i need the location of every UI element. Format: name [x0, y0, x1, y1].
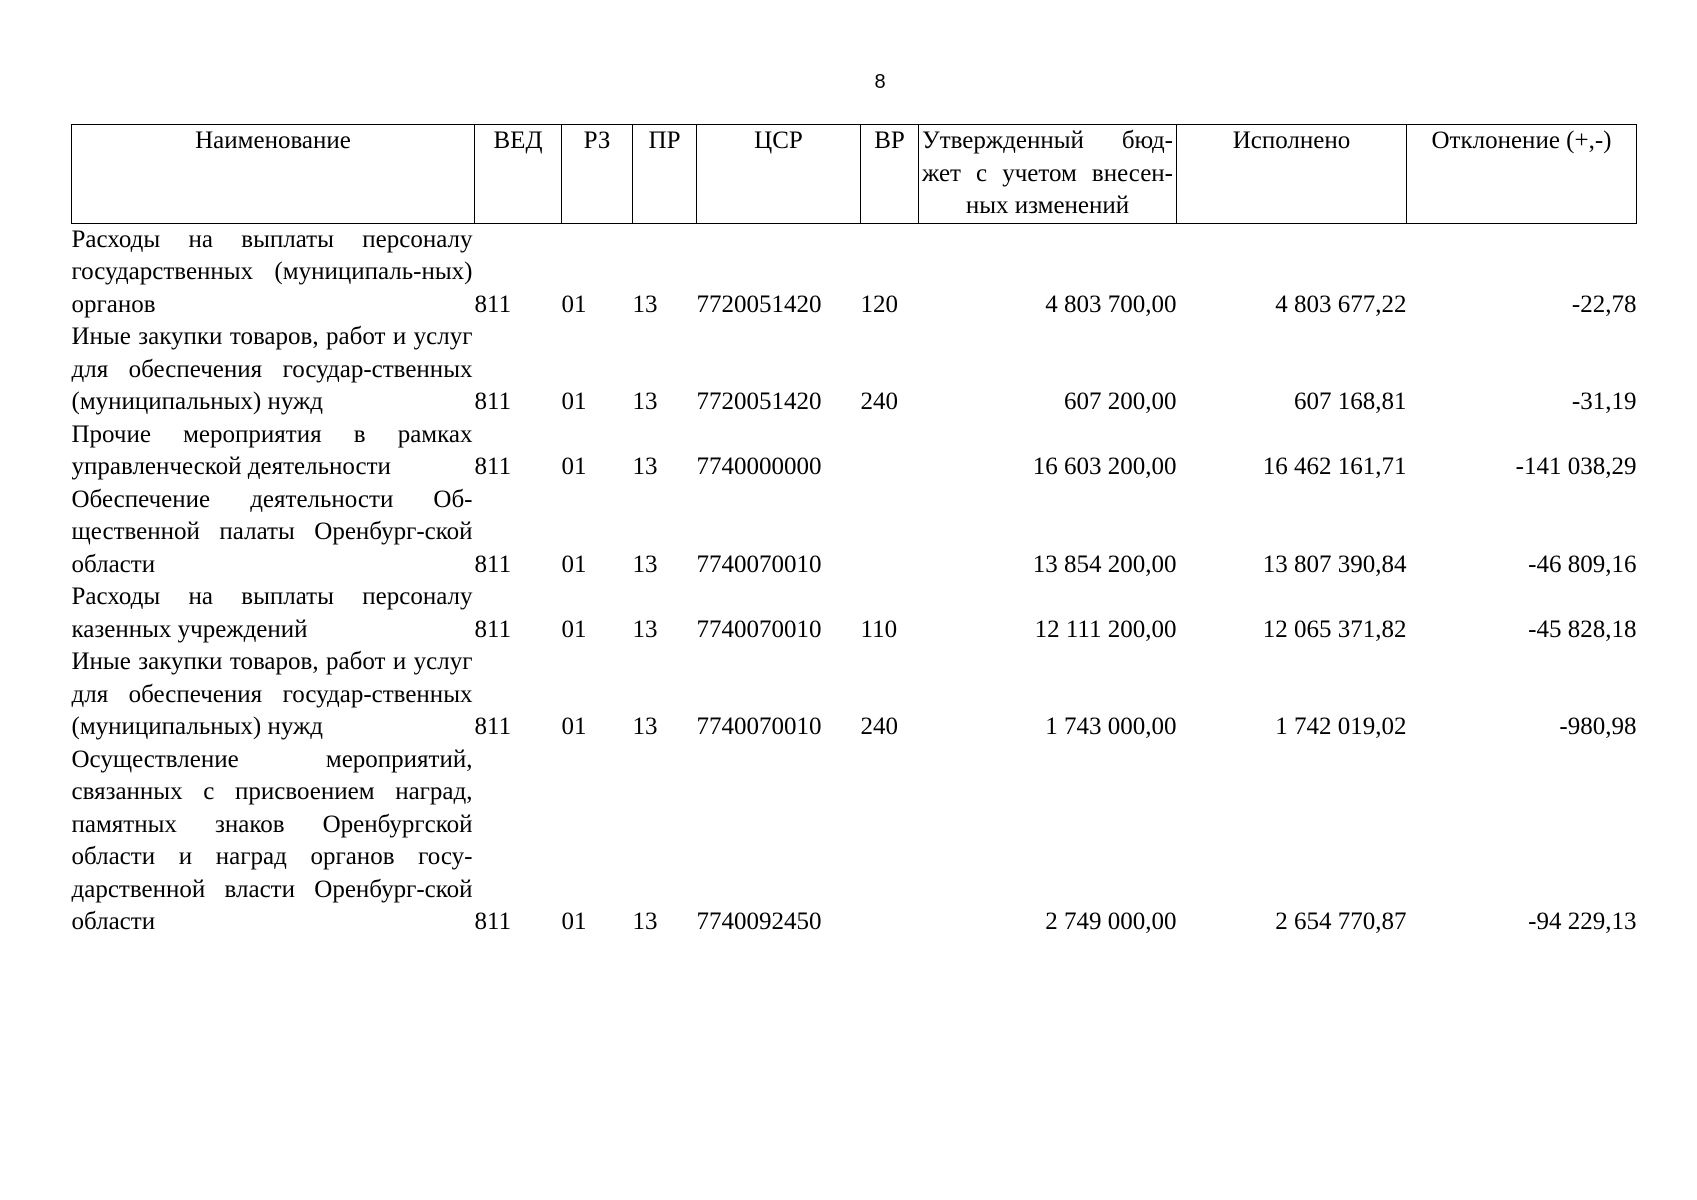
row-executed: 13 807 390,84	[1262, 550, 1407, 578]
row-csr: 7720051420	[696, 388, 822, 415]
row-name: Прочие мероприятия в рамках управленческой деятельности	[71, 420, 473, 480]
row-approved: 2 749 000,00	[1045, 908, 1177, 935]
table-row	[72, 484, 1637, 582]
row-ved: 811	[474, 388, 512, 415]
row-pr: 13	[632, 908, 658, 935]
table-row	[72, 646, 1637, 744]
row-executed: 16 462 161,71	[1262, 453, 1407, 480]
row-name: Расходы на выплаты персоналу государственных (муниципаль-ных) органов	[71, 225, 473, 318]
row-executed: 2 654 770,87	[1275, 908, 1407, 935]
row-deviation: -45 828,18	[1528, 615, 1637, 643]
row-deviation: -46 809,16	[1528, 550, 1637, 578]
row-approved: 13 854 200,00	[1032, 550, 1177, 578]
header-approved-budget: Утвержденный бюд-жет с учетом внесен-ных изменений	[919, 125, 1177, 224]
table-body	[72, 223, 1637, 939]
table-header	[72, 125, 1637, 224]
row-ved: 811	[474, 550, 512, 578]
row-approved: 4 803 700,00	[1045, 290, 1177, 318]
row-approved: 12 111 200,00	[1034, 615, 1177, 643]
row-name: Расходы на выплаты персоналу казенных учреждений	[71, 583, 473, 643]
row-pr: 13	[632, 290, 658, 318]
row-rz: 01	[561, 908, 587, 935]
row-deviation: -22,78	[1571, 290, 1637, 318]
row-vr	[861, 484, 919, 582]
row-csr: 7720051420	[696, 290, 822, 318]
row-vr: 110	[860, 615, 898, 643]
row-vr	[861, 419, 919, 484]
row-vr: 240	[860, 388, 898, 415]
budget-execution-table	[71, 124, 1637, 939]
row-deviation: -94 229,13	[1528, 908, 1637, 935]
row-approved: 1 743 000,00	[1045, 713, 1177, 740]
header-name: Наименование	[72, 125, 475, 224]
row-csr: 7740000000	[696, 453, 822, 480]
row-vr	[861, 744, 919, 939]
row-approved: 607 200,00	[1064, 388, 1177, 415]
row-vr: 240	[860, 713, 898, 740]
row-executed: 607 168,81	[1294, 388, 1407, 415]
row-approved: 16 603 200,00	[1032, 453, 1177, 480]
row-csr: 7740092450	[696, 908, 822, 935]
header-rz: РЗ	[562, 125, 633, 224]
page-number: 8	[874, 71, 886, 93]
row-name: Иные закупки товаров, работ и услуг для обеспечения государ-ственных (муниципальных) нужд	[71, 648, 473, 740]
row-rz: 01	[561, 615, 587, 643]
row-executed: 1 742 019,02	[1275, 713, 1407, 740]
header-executed: Исполнено	[1177, 125, 1407, 224]
row-executed: 12 065 371,82	[1262, 615, 1407, 643]
row-ved: 811	[474, 290, 512, 318]
table-row	[72, 223, 1637, 321]
table-row	[72, 419, 1637, 484]
row-csr: 7740070010	[696, 713, 822, 740]
row-rz: 01	[561, 550, 587, 578]
row-rz: 01	[561, 388, 587, 415]
row-ved: 811	[474, 908, 512, 935]
header-deviation: Отклонение (+,-)	[1407, 125, 1637, 224]
row-ved: 811	[474, 615, 512, 643]
header-row	[72, 125, 1637, 224]
row-csr: 7740070010	[696, 550, 822, 578]
row-pr: 13	[632, 615, 658, 643]
row-rz: 01	[561, 453, 587, 480]
header-vr: ВР	[861, 125, 919, 224]
row-deviation: -141 038,29	[1515, 453, 1637, 480]
row-pr: 13	[632, 388, 658, 415]
row-csr: 7740070010	[696, 615, 822, 643]
table-row	[72, 744, 1637, 939]
table-row	[72, 581, 1637, 646]
row-name: Обеспечение деятельности Об-щественной палаты Оренбург-ской области	[71, 485, 473, 578]
row-ved: 811	[474, 453, 512, 480]
header-ved: ВЕД	[475, 125, 562, 224]
row-rz: 01	[561, 290, 587, 318]
row-ved: 811	[474, 713, 512, 740]
row-pr: 13	[632, 453, 658, 480]
row-rz: 01	[561, 713, 587, 740]
row-pr: 13	[632, 550, 658, 578]
header-pr: ПР	[633, 125, 697, 224]
row-deviation: -980,98	[1559, 713, 1637, 740]
row-name: Иные закупки товаров, работ и услуг для обеспечения государ-ственных (муниципальных) нужд	[71, 323, 473, 415]
header-csr: ЦСР	[697, 125, 861, 224]
row-deviation: -31,19	[1571, 388, 1637, 415]
row-vr: 120	[860, 290, 898, 318]
row-pr: 13	[632, 713, 658, 740]
row-executed: 4 803 677,22	[1275, 290, 1407, 318]
row-name: Осуществление мероприятий, связанных с присвоением наград, памятных знаков Оренбургской области и наград органов госу-дарственной власти Оренбург-ской области	[71, 745, 473, 935]
table-row	[72, 321, 1637, 419]
